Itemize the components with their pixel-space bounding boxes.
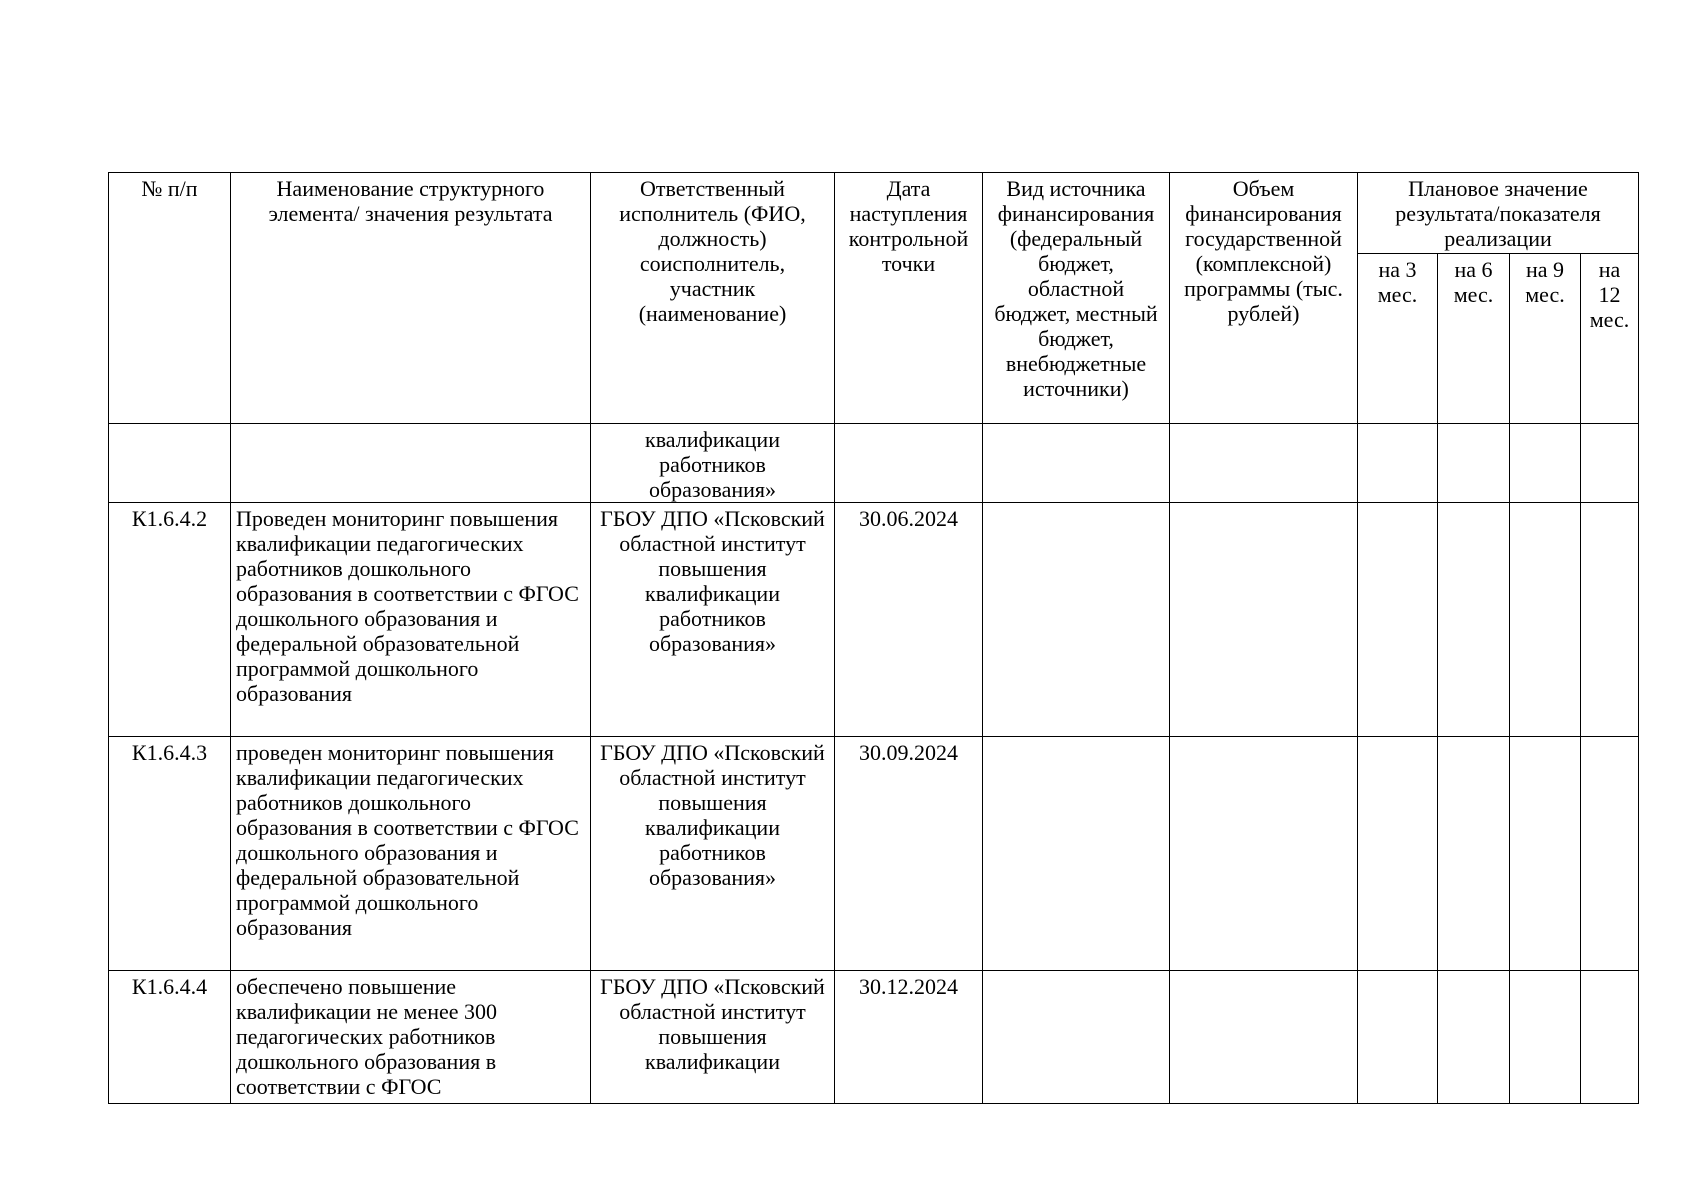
cell-date	[835, 424, 983, 503]
header-date: Дата наступления контрольной точки	[835, 173, 983, 424]
cell-responsible: квалификации работников образования»	[591, 424, 835, 503]
cell-name	[231, 424, 591, 503]
cell-3-months	[1358, 971, 1438, 1104]
cell-9-months	[1510, 424, 1581, 503]
table-row	[109, 971, 1639, 1104]
cell-responsible: ГБОУ ДПО «Псковский областной институт повышения квалификации работников образования»	[591, 503, 835, 737]
cell-12-months	[1581, 503, 1639, 737]
cell-9-months	[1510, 737, 1581, 971]
cell-6-months	[1438, 971, 1510, 1104]
cell-3-months	[1358, 503, 1438, 737]
cell-responsible: ГБОУ ДПО «Псковский областной институт повышения квалификации	[591, 971, 835, 1104]
header-9-months: на 9 мес.	[1510, 254, 1581, 424]
header-source: Вид источника финансирования (федеральный бюджет, областной бюджет, местный бюджет, внебюджетные источники)	[983, 173, 1170, 424]
header-row	[109, 173, 1639, 254]
cell-12-months	[1581, 424, 1639, 503]
cell-source	[983, 424, 1170, 503]
cell-name: проведен мониторинг повышения квалификации педагогических работников дошкольного образования в соответствии с ФГОС дошкольного образования и федеральной образовательной программой дошкольного образования	[231, 737, 591, 971]
header-volume: Объем финансирования государственной (комплексной) программы (тыс. рублей)	[1170, 173, 1358, 424]
table-row	[109, 503, 1639, 737]
cell-date: 30.06.2024	[835, 503, 983, 737]
cell-6-months	[1438, 424, 1510, 503]
header-responsible: Ответственный исполнитель (ФИО, должность) соисполнитель, участник (наименование)	[591, 173, 835, 424]
header-6-months: на 6 мес.	[1438, 254, 1510, 424]
cell-3-months	[1358, 424, 1438, 503]
plan-table	[108, 172, 1639, 1104]
cell-6-months	[1438, 503, 1510, 737]
cell-num	[109, 424, 231, 503]
cell-num: К1.6.4.3	[109, 737, 231, 971]
table-row	[109, 424, 1639, 503]
header-12-months: на 12 мес.	[1581, 254, 1639, 424]
cell-volume	[1170, 737, 1358, 971]
cell-12-months	[1581, 971, 1639, 1104]
header-name: Наименование структурного элемента/ значения результата	[231, 173, 591, 424]
cell-num: К1.6.4.2	[109, 503, 231, 737]
cell-volume	[1170, 971, 1358, 1104]
cell-6-months	[1438, 737, 1510, 971]
cell-source	[983, 737, 1170, 971]
cell-date: 30.12.2024	[835, 971, 983, 1104]
cell-12-months	[1581, 737, 1639, 971]
cell-volume	[1170, 503, 1358, 737]
cell-source	[983, 971, 1170, 1104]
header-3-months: на 3 мес.	[1358, 254, 1438, 424]
cell-num: К1.6.4.4	[109, 971, 231, 1104]
cell-3-months	[1358, 737, 1438, 971]
cell-volume	[1170, 424, 1358, 503]
header-num: № п/п	[109, 173, 231, 424]
cell-date: 30.09.2024	[835, 737, 983, 971]
cell-name: обеспечено повышение квалификации не менее 300 педагогических работников дошкольного образования в соответствии с ФГОС	[231, 971, 591, 1104]
cell-9-months	[1510, 971, 1581, 1104]
cell-9-months	[1510, 503, 1581, 737]
cell-responsible: ГБОУ ДПО «Псковский областной институт повышения квалификации работников образования»	[591, 737, 835, 971]
header-planned: Плановое значение результата/показателя реализации	[1358, 173, 1639, 254]
table-row	[109, 737, 1639, 971]
cell-source	[983, 503, 1170, 737]
cell-name: Проведен мониторинг повышения квалификации педагогических работников дошкольного образования в соответствии с ФГОС дошкольного образования и федеральной образовательной программой дошкольного образования	[231, 503, 591, 737]
